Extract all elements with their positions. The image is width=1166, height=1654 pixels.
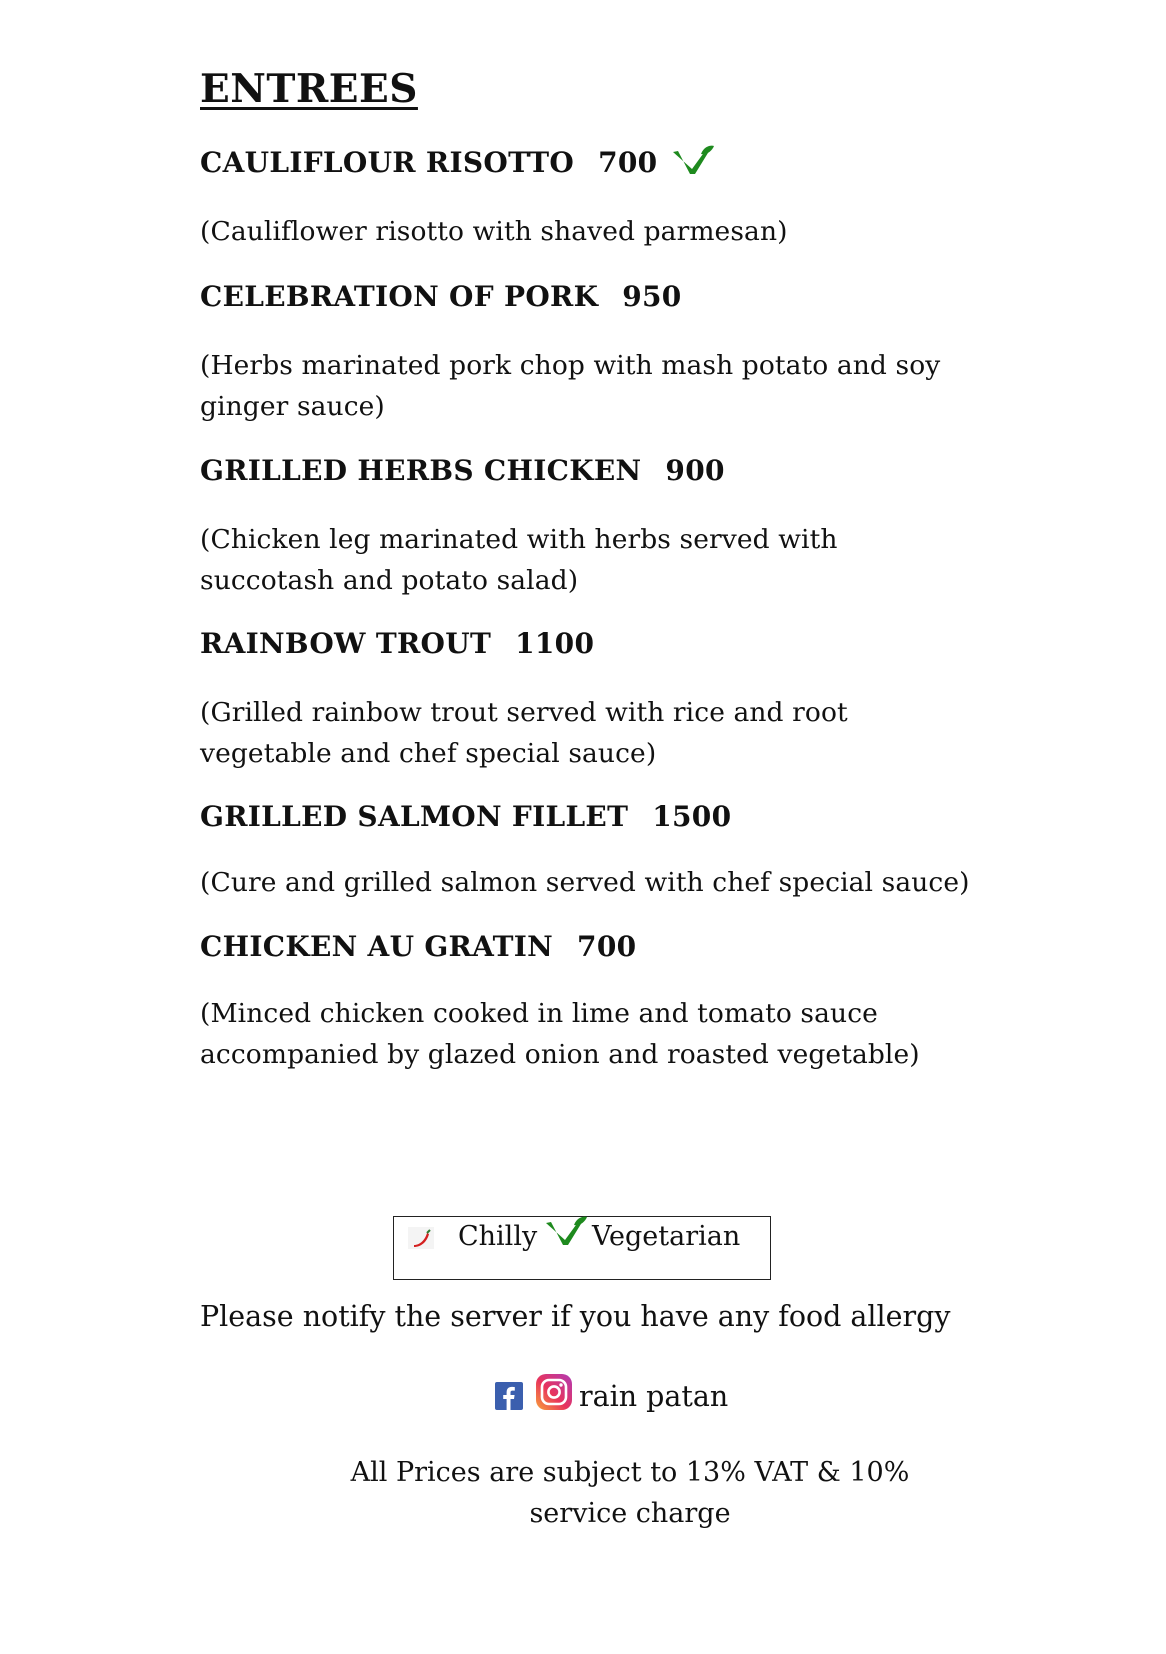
menu-item-price: 950 <box>622 280 682 313</box>
vegetarian-check-icon <box>544 1215 588 1251</box>
vegetarian-check-icon <box>671 144 715 180</box>
menu-item-name: CELEBRATION OF PORK <box>200 280 599 313</box>
legend-box <box>393 1216 771 1280</box>
menu-item-description: (Minced chicken cooked in lime and tomato sauce accompanied by glazed onion and roasted vegetable) <box>200 998 920 1070</box>
menu-item-price: 1100 <box>515 627 595 660</box>
menu-item-title <box>200 144 715 180</box>
menu-item-name: GRILLED HERBS CHICKEN <box>200 454 642 487</box>
menu-item-price: 700 <box>577 930 637 963</box>
menu-item-price: 700 <box>598 145 658 179</box>
social-handle: rain patan <box>579 1379 729 1413</box>
menu-item-name: CHICKEN AU GRATIN <box>200 930 554 963</box>
menu-item-name: GRILLED SALMON FILLET <box>200 800 629 833</box>
menu-item-description: (Chicken leg marinated with herbs served with succotash and potato salad) <box>200 524 838 596</box>
legend-chilly-label: Chilly <box>458 1221 538 1252</box>
allergy-note: Please notify the server if you have any food allergy <box>200 1300 951 1333</box>
menu-item-price: 900 <box>665 454 725 487</box>
menu-item-description: (Cure and grilled salmon served with chef special sauce) <box>200 867 970 898</box>
chilly-icon <box>408 1227 434 1249</box>
facebook-icon <box>495 1382 523 1410</box>
instagram-icon <box>535 1373 573 1411</box>
section-title: ENTREES <box>200 66 418 112</box>
menu-item-description: (Herbs marinated pork chop with mash potato and soy ginger sauce) <box>200 350 941 422</box>
menu-item-title <box>200 930 636 963</box>
menu-item-title <box>200 280 682 313</box>
social-row <box>495 1372 728 1420</box>
menu-item-title <box>200 627 594 660</box>
menu-item-name: RAINBOW TROUT <box>200 627 492 660</box>
legend-vegetarian-label: Vegetarian <box>592 1221 741 1252</box>
menu-item-description: (Grilled rainbow trout served with rice and root vegetable and chef special sauce) <box>200 697 848 769</box>
menu-item-price: 1500 <box>652 800 732 833</box>
footer-note: All Prices are subject to 13% VAT & 10% service charge <box>350 1457 910 1529</box>
menu-item-title <box>200 800 731 833</box>
menu-item-name: CAULIFLOUR RISOTTO <box>200 145 575 179</box>
menu-item-title <box>200 454 725 487</box>
menu-item-description: (Cauliflower risotto with shaved parmesan) <box>200 216 788 247</box>
